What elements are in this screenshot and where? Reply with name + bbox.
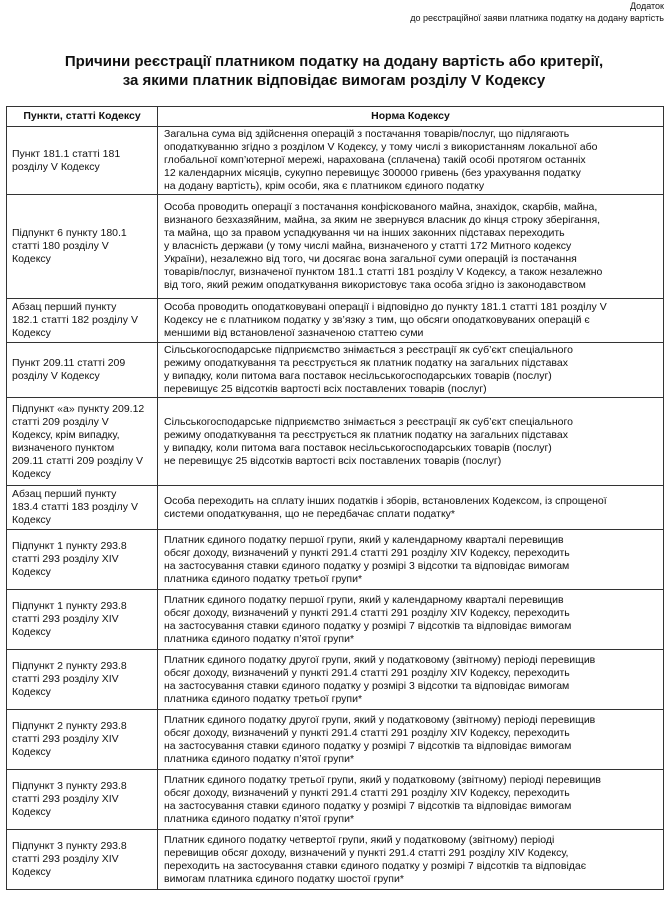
- code-reference-line: статті 293 розділу XIV: [12, 673, 119, 685]
- table-row: [7, 299, 664, 343]
- code-reference-line: визначеного пунктом: [12, 441, 115, 454]
- code-reference-line: Пункт 181.1 статті 181: [12, 147, 121, 160]
- norm-text-line: 12 календарних місяців, сукупно перевищує 300000 гривень (без урахування податку: [164, 167, 581, 179]
- code-reference-line: Кодексу: [12, 253, 51, 265]
- code-reference-line: Кодексу: [12, 746, 51, 758]
- code-reference-line: Абзац перший пункту: [12, 301, 117, 313]
- table-row: [7, 127, 664, 195]
- norm-text-line: режиму оподаткування та реєструється як платник податку на загальних підставах: [164, 428, 568, 441]
- code-reference-cell: [7, 770, 158, 830]
- document-title: [0, 52, 668, 90]
- norm-text-line: глобальної комп’ютерної мережі, нарахована (сплачена) такій особі протягом останніх: [164, 154, 586, 166]
- code-reference-cell: [7, 830, 158, 890]
- code-reference-line: Підпункт 1 пункту 293.8: [12, 540, 127, 552]
- norm-text-line: обсяг доходу, визначений у пункті 291.4 статті 291 розділу XIV Кодексу, переходить: [164, 606, 570, 619]
- table-row: [7, 398, 664, 486]
- code-reference-line: Кодексу: [12, 467, 51, 480]
- code-reference-line: 182.1 статті 182 розділу V: [12, 314, 138, 326]
- code-reference-line: розділу V Кодексу: [12, 370, 100, 382]
- code-reference-line: статті 293 розділу XIV: [12, 853, 119, 865]
- norm-text-line: вимогам платника єдиного податку шостої групи*: [164, 872, 404, 885]
- code-reference-line: статті 293 розділу XIV: [12, 553, 119, 565]
- norm-text-line: режиму оподаткування та реєструється як платник податку на загальних підставах: [164, 357, 568, 369]
- table-row: [7, 486, 664, 530]
- norm-text-line: платника єдиного податку п’ятої групи*: [164, 812, 355, 825]
- code-reference-cell: [7, 530, 158, 590]
- code-reference-cell: [7, 127, 158, 195]
- code-reference-cell: [7, 486, 158, 530]
- norm-cell: [158, 127, 664, 195]
- norm-text-line: Сільськогосподарське підприємство знімається з реєстрації як суб’єкт спеціального: [164, 344, 573, 356]
- norm-text-line: Загальна сума від здійснення операцій з постачання товарів/послуг, що підлягають: [164, 128, 570, 140]
- code-reference-line: Підпункт 1 пункту 293.8: [12, 600, 127, 612]
- code-reference-line: Кодексу: [12, 514, 51, 526]
- code-reference-line: Підпункт 2 пункту 293.8: [12, 660, 127, 672]
- code-reference-cell: [7, 710, 158, 770]
- norm-text-line: Платник єдиного податку четвертої групи, який у податковому (звітному) періоді: [164, 833, 555, 846]
- code-reference-line: статті 209 розділу V: [12, 415, 109, 428]
- norm-text-line: системи оподаткування, що не передбачає сплати податку*: [164, 507, 456, 520]
- norm-cell: [158, 486, 664, 530]
- norm-text-line: та майна, що за правом успадкування чи на інших законних підставах переходить: [164, 227, 565, 239]
- code-reference-cell: [7, 650, 158, 710]
- code-reference-cell: [7, 343, 158, 398]
- code-reference-line: Пункт 209.11 статті 209: [12, 357, 126, 369]
- norm-text-line: на застосування ставки єдиного податку у розмірі 7 відсотків та відповідає вимогам: [164, 619, 572, 632]
- norm-text-line: Кодексу не є платником податку у зв’язку з тим, що обсяги оподатковуваних операцій є: [164, 314, 590, 326]
- code-reference-line: Підпункт «а» пункту 209.12: [12, 402, 145, 415]
- code-reference-line: Підпункт 2 пункту 293.8: [12, 720, 127, 732]
- code-reference-line: 183.4 статті 183 розділу V: [12, 501, 138, 513]
- norm-text-line: України), незалежно від того, чи досягає вона загальної суми операцій із постачання: [164, 253, 577, 265]
- norm-text-line: на застосування ставки єдиного податку у розмірі 7 відсотків та відповідає вимогам: [164, 739, 572, 752]
- table-row: [7, 530, 664, 590]
- norm-cell: [158, 299, 664, 343]
- code-reference-line: статті 293 розділу XIV: [12, 793, 119, 805]
- table-row: [7, 830, 664, 890]
- norm-text-line: Платник єдиного податку другої групи, який у податковому (звітному) періоді перевищив: [164, 713, 596, 726]
- norm-text-line: обсяг доходу, визначений у пункті 291.4 статті 291 розділу XIV Кодексу, переходить: [164, 786, 570, 799]
- norm-text-line: Особа переходить на сплату інших податків і зборів, встановлених Кодексом, із спрощеної: [164, 494, 607, 507]
- norm-text-line: обсяг доходу, визначений у пункті 291.4 статті 291 розділу XIV Кодексу, переходить: [164, 546, 570, 559]
- table-row: [7, 343, 664, 398]
- annex-label: Додаток: [629, 1, 664, 11]
- code-reference-line: Кодексу: [12, 566, 51, 578]
- norm-text-line: меншими від встановленої зазначеною статтею суми: [164, 327, 424, 339]
- code-reference-line: Кодексу: [12, 866, 51, 878]
- code-reference-line: Кодексу: [12, 327, 51, 339]
- table-row: [7, 195, 664, 299]
- norm-text-line: від того, який режим оподаткування використовує така особа згідно із законодавством: [164, 279, 586, 291]
- norm-text-line: Особа проводить оподатковувані операції і відповідно до пункту 181.1 статті 181 розділу V: [164, 301, 607, 313]
- code-reference-cell: [7, 398, 158, 486]
- code-reference-cell: [7, 590, 158, 650]
- norm-text-line: оподаткуванню згідно з розділом V Кодексу, у тому числі з використанням локальної або: [164, 141, 598, 153]
- norm-text-line: у випадку, коли питома вага поставок несільськогосподарських товарів (послуг): [164, 441, 552, 454]
- code-reference-line: статті 180 розділу V: [12, 240, 109, 252]
- norm-text-line: не перевищує 25 відсотків вартості всіх поставлених товарів (послуг): [164, 454, 502, 467]
- code-reference-cell: [7, 299, 158, 343]
- norm-cell: [158, 770, 664, 830]
- norm-cell: [158, 650, 664, 710]
- norm-text-line: Платник єдиного податку другої групи, який у податковому (звітному) періоді перевищив: [164, 653, 596, 666]
- code-reference-line: Кодексу: [12, 626, 51, 638]
- norm-text-line: на додану вартість), крім особи, яка є платником єдиного податку: [164, 180, 485, 192]
- table-row: [7, 650, 664, 710]
- norm-cell: [158, 530, 664, 590]
- annex-header: [410, 0, 664, 24]
- code-reference-line: 209.11 статті 209 розділу V: [12, 454, 144, 467]
- annex-subtitle: до реєстраційної заяви платника податку на додану вартість: [410, 13, 664, 23]
- code-reference-line: Підпункт 6 пункту 180.1: [12, 227, 127, 239]
- title-line-2: за якими платник відповідає вимогам розділу V Кодексу: [122, 72, 546, 89]
- code-reference-line: Підпункт 3 пункту 293.8: [12, 840, 127, 852]
- table-header-row: [7, 107, 664, 127]
- table-row: [7, 770, 664, 830]
- code-reference-cell: [7, 195, 158, 299]
- code-reference-line: статті 293 розділу XIV: [12, 613, 119, 625]
- norm-text-line: на застосування ставки єдиного податку у розмірі 3 відсотки та відповідає вимогам: [164, 679, 570, 692]
- norm-text-line: на застосування ставки єдиного податку у розмірі 7 відсотків та відповідає вимогам: [164, 799, 572, 812]
- norm-cell: [158, 343, 664, 398]
- norm-text-line: переходить на застосування ставки єдиного податку у розмірі 7 відсотків та відповідає: [164, 859, 587, 872]
- code-reference-line: Кодексу: [12, 806, 51, 818]
- norm-text-line: Платник єдиного податку першої групи, який у календарному кварталі перевищив: [164, 533, 564, 546]
- title-line-1: Причини реєстрації платником податку на додану вартість або критерії,: [64, 53, 604, 70]
- norm-text-line: обсяг доходу, визначений у пункті 291.4 статті 291 розділу XIV Кодексу, переходить: [164, 726, 570, 739]
- norm-text-line: платника єдиного податку третьої групи*: [164, 572, 363, 585]
- norm-text-line: Платник єдиного податку першої групи, який у календарному кварталі перевищив: [164, 593, 564, 606]
- norm-text-line: у випадку, коли питома вага поставок несільськогосподарських товарів (послуг): [164, 370, 552, 382]
- norm-cell: [158, 398, 664, 486]
- norm-text-line: товарів/послуг, визначеної пунктом 181.1 статті 181 розділу V Кодексу, а також незалежно: [164, 266, 603, 278]
- code-reference-line: Абзац перший пункту: [12, 488, 117, 500]
- table-row: [7, 590, 664, 650]
- column-header-norm: Норма Кодексу: [158, 107, 664, 127]
- norm-cell: [158, 830, 664, 890]
- column-header-points: Пункти, статті Кодексу: [7, 107, 158, 127]
- norm-text-line: перевищив обсяг доходу, визначений у пункті 291.4 статті 291 розділу XIV Кодексу,: [164, 846, 569, 859]
- code-reference-line: Кодексу: [12, 686, 51, 698]
- norm-text-line: визнаного безхазяйним, майна, за яким не звернувся власник до кінця строку зберігання,: [164, 214, 601, 226]
- norm-text-line: у власність держави (у тому числі майна, визначеного у статті 172 Митного кодексу: [164, 240, 572, 252]
- code-reference-line: статті 293 розділу XIV: [12, 733, 119, 745]
- norm-text-line: на застосування ставки єдиного податку у розмірі 3 відсотки та відповідає вимогам: [164, 559, 570, 572]
- norm-text-line: платника єдиного податку третьої групи*: [164, 692, 363, 705]
- norm-cell: [158, 590, 664, 650]
- norm-text-line: обсяг доходу, визначений у пункті 291.4 статті 291 розділу XIV Кодексу, переходить: [164, 666, 570, 679]
- norm-cell: [158, 710, 664, 770]
- code-reference-line: Підпункт 3 пункту 293.8: [12, 780, 127, 792]
- table-body: [7, 127, 664, 890]
- criteria-table: [6, 106, 664, 890]
- norm-text-line: Сільськогосподарське підприємство знімається з реєстрації як суб’єкт спеціального: [164, 415, 573, 428]
- norm-cell: [158, 195, 664, 299]
- code-reference-line: Кодексу, крім випадку,: [12, 428, 120, 441]
- norm-text-line: платника єдиного податку п’ятої групи*: [164, 752, 355, 765]
- norm-text-line: перевищує 25 відсотків вартості всіх поставлених товарів (послуг): [164, 383, 487, 395]
- norm-text-line: платника єдиного податку п’ятої групи*: [164, 632, 355, 645]
- norm-text-line: Платник єдиного податку третьої групи, який у податковому (звітному) періоді перевищив: [164, 773, 601, 786]
- norm-text-line: Особа проводить операції з постачання конфіскованого майна, знахідок, скарбів, майна,: [164, 201, 598, 213]
- table-row: [7, 710, 664, 770]
- code-reference-line: розділу V Кодексу: [12, 160, 100, 173]
